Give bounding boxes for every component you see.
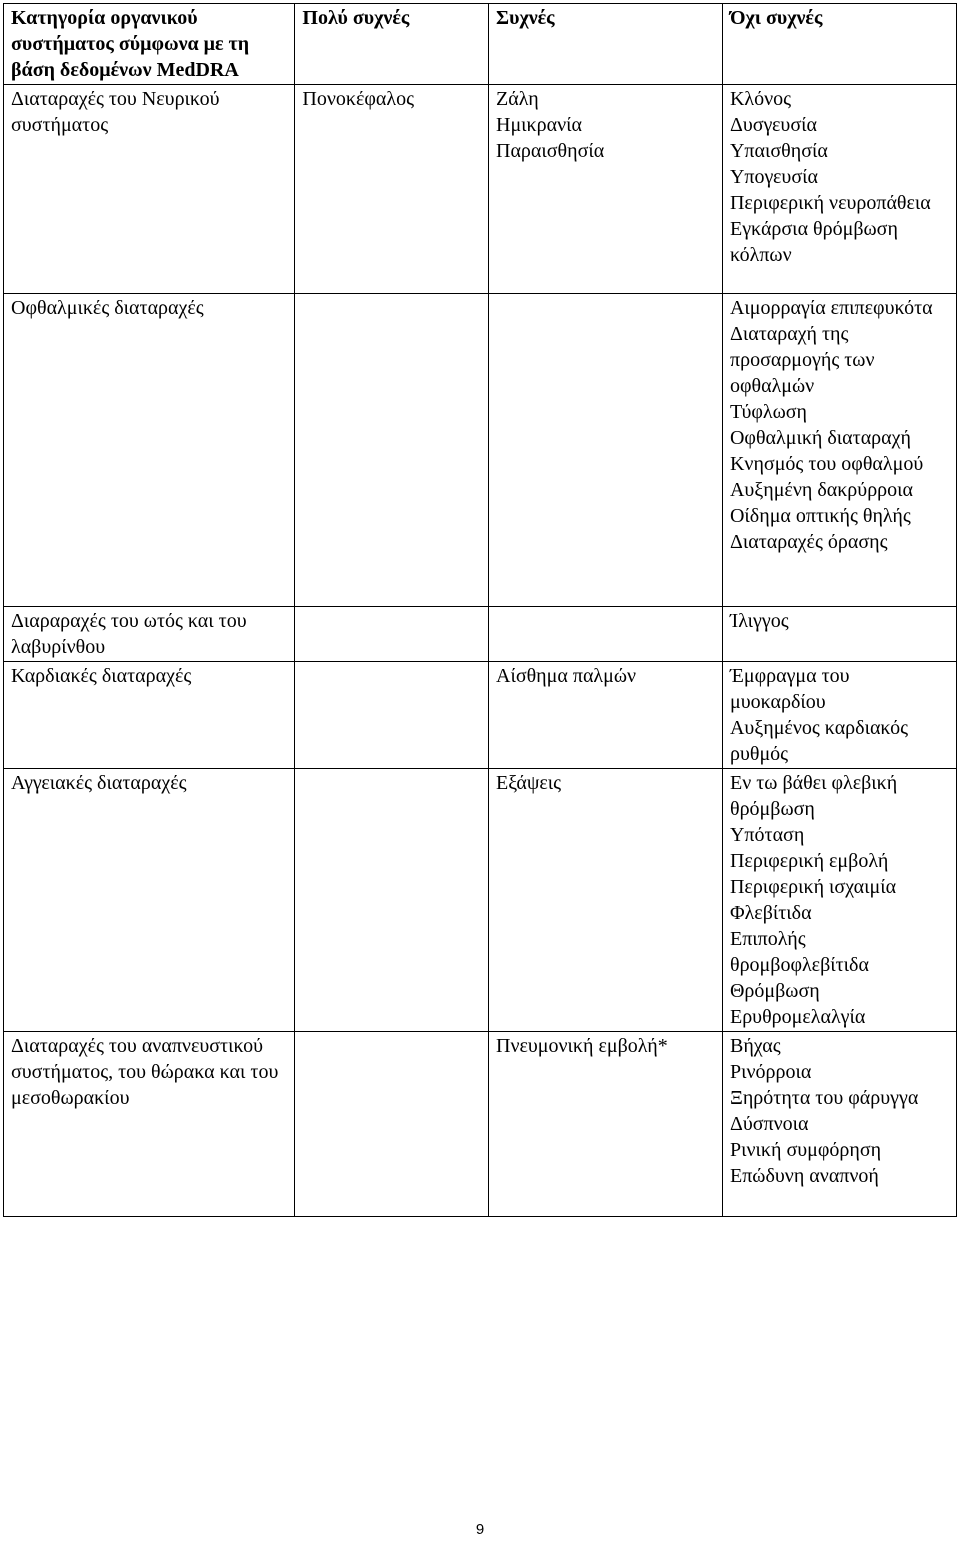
term-item: Βήχας: [729, 1035, 781, 1057]
cell-not-common: [722, 294, 956, 607]
term-item: Περιφερική νευροπάθεια: [729, 192, 931, 214]
header-common: Συχνές: [489, 4, 723, 85]
term-item: Δυσγευσία: [729, 114, 817, 136]
cell-category: Διαταραχές του Νευρικού συστήματος: [4, 85, 295, 294]
page-number: 9: [475, 1521, 485, 1538]
term-item: Φλεβίτιδα: [729, 902, 812, 924]
term-item: Ρινική συμφόρηση: [729, 1139, 882, 1161]
term-item: Διαταραχή της προσαρμογής των οφθαλμών: [729, 323, 875, 397]
cell-category: Οφθαλμικές διαταραχές: [4, 294, 295, 607]
table-row: [4, 607, 957, 662]
term-item: Εγκάρσια θρόμβωση κόλπων: [729, 218, 898, 266]
cell-not-common: [722, 1032, 956, 1217]
term-item: Ζάλη: [496, 88, 539, 110]
term-item: Εξάψεις: [496, 772, 562, 794]
cell-not-common: [722, 769, 956, 1032]
cell-common: [489, 769, 723, 1032]
term-item: Δύσπνοια: [729, 1113, 809, 1135]
term-item: Αυξημένος καρδιακός ρυθμός: [729, 717, 908, 765]
header-not-common: Όχι συχνές: [722, 4, 956, 85]
term-item: Αιμορραγία επιπεφυκότα: [729, 297, 933, 319]
term-item: Επιπολής θρομβοφλεβίτιδα: [729, 928, 869, 976]
cell-not-common: [722, 607, 956, 662]
term-item: Ίλιγγος: [729, 610, 789, 632]
cell-very-common: [295, 294, 489, 607]
cell-common: [489, 1032, 723, 1217]
table-row: [4, 85, 957, 294]
term-item: Διαταραχές όρασης: [729, 531, 888, 553]
cell-common: [489, 294, 723, 607]
cell-common: [489, 662, 723, 769]
table-row: [4, 1032, 957, 1217]
term-item: Αίσθημα παλμών: [496, 665, 637, 687]
term-item: Ξηρότητα του φάρυγγα: [729, 1087, 919, 1109]
term-item: Περιφερική εμβολή: [729, 850, 889, 872]
term-item: Κνησμός του οφθαλμού: [729, 453, 924, 475]
term-item: Υπόταση: [729, 824, 805, 846]
term-item: Τύφλωση: [729, 401, 808, 423]
term-item: Περιφερική ισχαιμία: [729, 876, 897, 898]
table-row: [4, 294, 957, 607]
adverse-reactions-table: [3, 3, 957, 1217]
cell-very-common: [295, 1032, 489, 1217]
term-item: Ημικρανία: [496, 114, 582, 136]
term-item: Πνευμονική εμβολή*: [496, 1035, 668, 1057]
header-very-common: Πολύ συχνές: [295, 4, 489, 85]
table-row: [4, 769, 957, 1032]
cell-not-common: [722, 85, 956, 294]
cell-category: Διαραραχές του ωτός και του λαβυρίνθου: [4, 607, 295, 662]
term-item: Ερυθρομελαλγία: [729, 1006, 866, 1028]
term-item: Υπογευσία: [729, 166, 818, 188]
table-header-row: [4, 4, 957, 85]
term-item: Αυξημένη δακρύρροια: [729, 479, 914, 501]
cell-very-common: [295, 662, 489, 769]
table-row: [4, 662, 957, 769]
cell-very-common: [295, 85, 489, 294]
term-item: Παραισθησία: [496, 140, 605, 162]
cell-common: [489, 607, 723, 662]
header-category: Κατηγορία οργανικού συστήματος σύμφωνα με τη βάση δεδομένων MedDRA: [4, 4, 295, 85]
term-item: Υπαισθησία: [729, 140, 828, 162]
cell-category: Αγγειακές διαταραχές: [4, 769, 295, 1032]
term-item: Κλόνος: [729, 88, 792, 110]
term-item: Έμφραγμα του μυοκαρδίου: [729, 665, 850, 713]
term-item: Ρινόρροια: [729, 1061, 812, 1083]
term-item: Πονοκέφαλος: [302, 88, 415, 110]
term-item: Επώδυνη αναπνοή: [729, 1165, 879, 1187]
cell-not-common: [722, 662, 956, 769]
term-item: Θρόμβωση: [729, 980, 820, 1002]
term-item: Οφθαλμική διαταραχή: [729, 427, 911, 449]
cell-common: [489, 85, 723, 294]
term-item: Εν τω βάθει φλεβική θρόμβωση: [729, 772, 898, 820]
cell-category: Διαταραχές του αναπνευστικού συστήματος, του θώρακα και του μεσοθωρακίου: [4, 1032, 295, 1217]
term-item: Οίδημα οπτικής θηλής: [729, 505, 911, 527]
cell-very-common: [295, 769, 489, 1032]
cell-very-common: [295, 607, 489, 662]
cell-category: Καρδιακές διαταραχές: [4, 662, 295, 769]
